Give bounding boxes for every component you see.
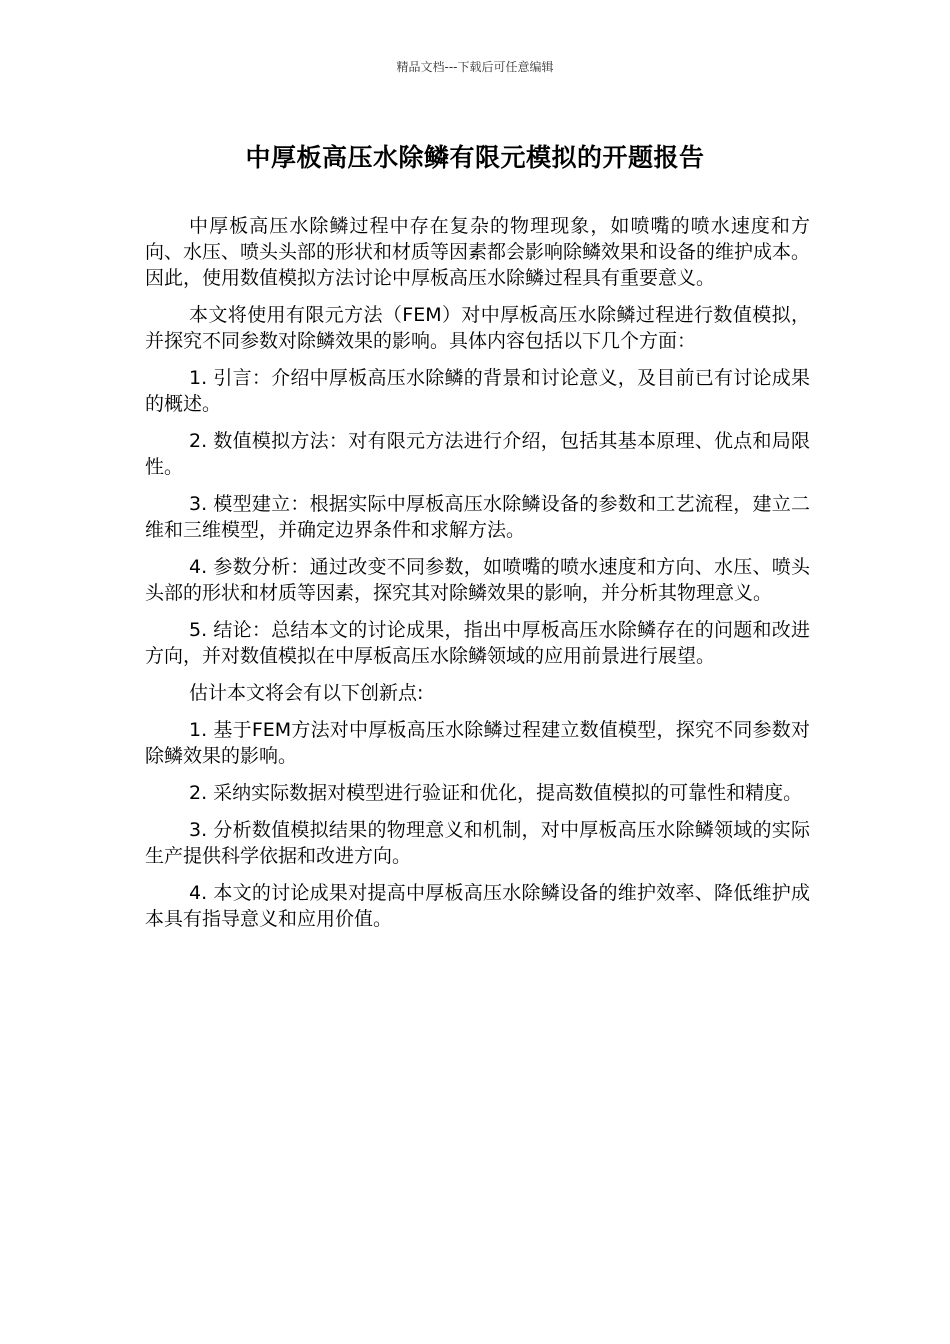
paragraph-intro: 中厚板高压水除鳞过程中存在复杂的物理现象，如喷嘴的喷水速度和方向、水压、喷头头部的形状和材质等因素都会影响除鳞效果和设备的维护成本。因此，使用数值模拟方法讨论中厚板高压水除鳞过程具有重要意义。 <box>145 215 811 289</box>
document-body <box>145 213 810 943</box>
header-note: 精品文档---下载后可任意编辑 <box>396 60 554 74</box>
paragraph-innovation-3: 3. 分析数值模拟结果的物理意义和机制，对中厚板高压水除鳞领域的实际生产提供科学依据和改进方向。 <box>145 819 810 867</box>
document-title: 中厚板高压水除鳞有限元模拟的开题报告 <box>245 143 705 172</box>
paragraph-item-2: 2. 数值模拟方法：对有限元方法进行介绍，包括其基本原理、优点和局限性。 <box>145 430 810 478</box>
paragraph-item-1: 1. 引言：介绍中厚板高压水除鳞的背景和讨论意义，及目前已有讨论成果的概述。 <box>145 367 810 415</box>
paragraph-method-overview: 本文将使用有限元方法（FEM）对中厚板高压水除鳞过程进行数值模拟，并探究不同参数对除鳞效果的影响。具体内容包括以下几个方面： <box>145 304 810 352</box>
paragraph-innovation-1: 1. 基于FEM方法对中厚板高压水除鳞过程建立数值模型，探究不同参数对除鳞效果的影响。 <box>145 719 810 767</box>
paragraph-innovations-intro: 估计本文将会有以下创新点: <box>189 682 424 704</box>
paragraph-innovation-4: 4. 本文的讨论成果对提高中厚板高压水除鳞设备的维护效率、降低维护成本具有指导意义和应用价值。 <box>145 882 810 930</box>
paragraph-innovation-2: 2. 采纳实际数据对模型进行验证和优化，提高数值模拟的可靠性和精度。 <box>189 782 803 804</box>
paragraph-item-5: 5. 结论：总结本文的讨论成果，指出中厚板高压水除鳞存在的问题和改进方向，并对数值模拟在中厚板高压水除鳞领域的应用前景进行展望。 <box>145 619 810 667</box>
paragraph-item-3: 3. 模型建立：根据实际中厚板高压水除鳞设备的参数和工艺流程，建立二维和三维模型，并确定边界条件和求解方法。 <box>145 493 810 541</box>
paragraph-item-4: 4. 参数分析：通过改变不同参数，如喷嘴的喷水速度和方向、水压、喷头头部的形状和材质等因素，探究其对除鳞效果的影响，并分析其物理意义。 <box>145 556 810 604</box>
